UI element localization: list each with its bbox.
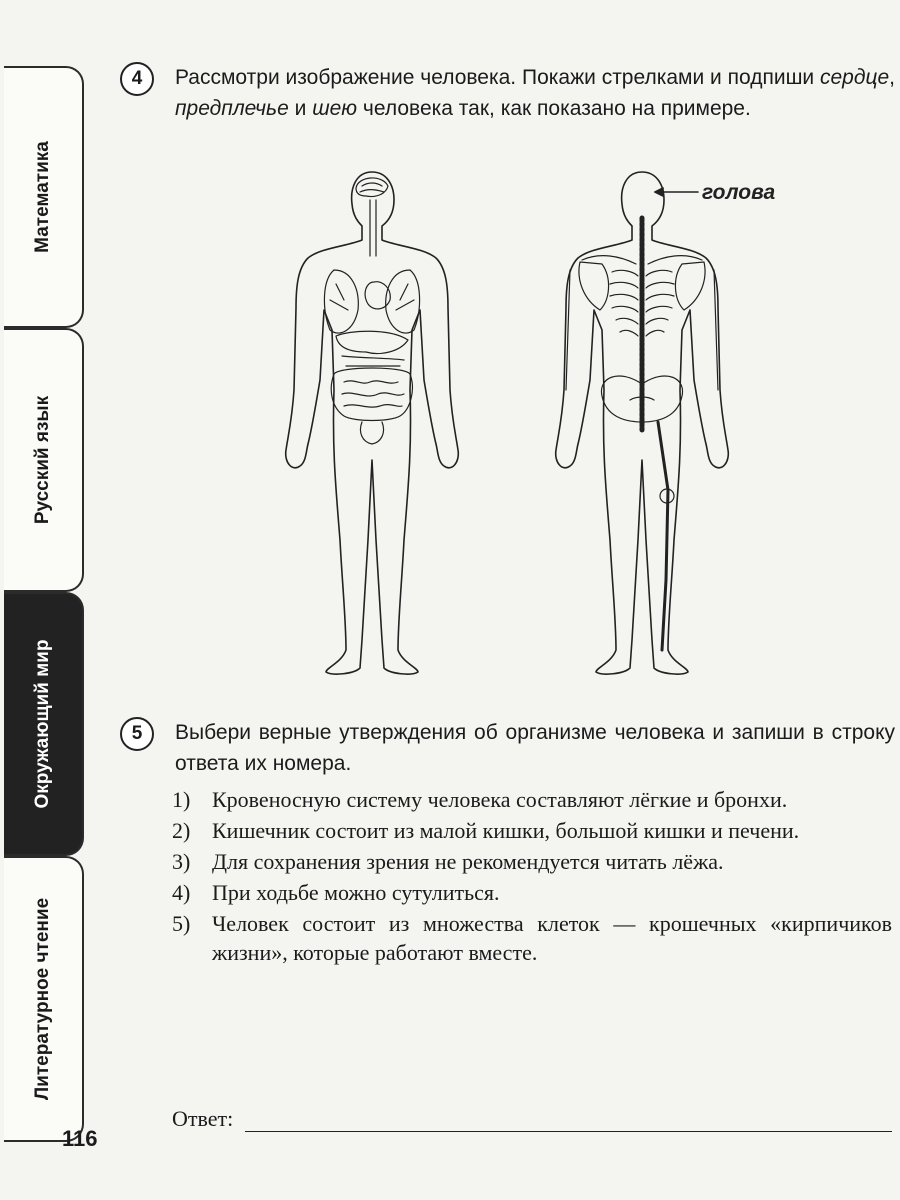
task-number: 4 [120,62,154,96]
tab-label: Литературное чтение [32,897,53,1101]
statement-text: При ходьбе можно сутулиться. [212,880,500,905]
tab-literary-reading[interactable] [4,856,84,1142]
page-number: 116 [62,1126,98,1151]
statement-text: Кишечник состоит из малой кишки, большой кишки и печени. [212,818,800,843]
task-text-part: человека так, как показано на примере. [357,97,751,120]
front-body-outline [286,172,459,674]
tab-label: Русский язык [32,395,53,525]
task-5 [120,717,895,781]
term-heart: сердце [820,66,890,89]
task-4-text [175,62,895,124]
anatomy-figure [270,160,776,680]
term-neck: шею [312,97,358,120]
term-forearm: предплечье [175,97,289,120]
tab-russian[interactable] [4,328,84,592]
answer-label: Ответ: [172,1106,234,1131]
answer-row [172,1106,892,1132]
list-item [172,785,892,814]
tab-mathematics[interactable] [4,66,84,328]
task-4 [120,62,895,162]
skeleton [566,218,718,650]
tab-label: Математика [32,141,53,253]
example-label-head: голова [702,181,776,204]
list-item [172,816,892,845]
task-text-part: Рассмотри изображение человека. Покажи стрелками и подпиши [175,66,820,89]
statement-text: Человек состоит из множества клеток — крошечных «кирпичиков жизни», которые работают вместе. [212,911,892,965]
task-text-part: и [288,97,313,120]
statement-number: 4) [172,880,191,905]
task-5-text: Выбери верные утверждения об организме человека и запиши в строку ответа их номера. [175,721,895,775]
statement-text: Кровеносную систему человека составляют лёгкие и бронхи. [212,787,788,812]
answer-field[interactable] [245,1111,892,1132]
list-item [172,909,892,967]
subject-tabs [0,66,88,1146]
statement-number: 2) [172,818,191,843]
statement-number: 1) [172,787,191,812]
list-item [172,878,892,907]
statement-text: Для сохранения зрения не рекомендуется читать лёжа. [212,849,724,874]
human-body-illustration [270,160,776,680]
statement-number: 3) [172,849,191,874]
example-arrow [655,188,698,196]
task-text-part: , [889,66,895,89]
statement-number: 5) [172,911,191,936]
task-number: 5 [120,717,154,751]
tab-world-around[interactable] [4,592,84,856]
brain-and-organs [324,178,419,444]
list-item [172,847,892,876]
statements-list [172,785,892,969]
tab-label: Окружающий мир [32,639,53,809]
